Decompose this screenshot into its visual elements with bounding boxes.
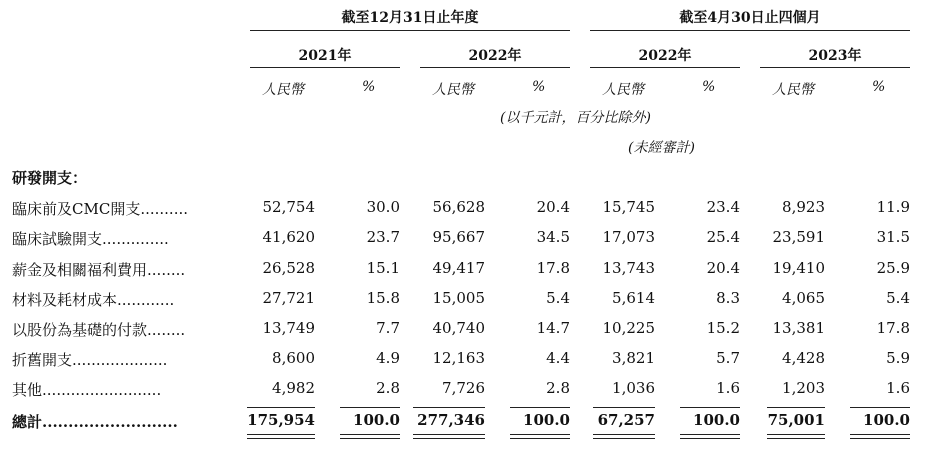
- table-cell: 11.9: [876, 198, 910, 216]
- table-cell: 15.8: [366, 289, 400, 307]
- period-header-year: 截至12月31日止年度: [341, 10, 479, 26]
- total-cell: 100.0: [523, 411, 570, 429]
- table-cell: 4,428: [782, 349, 825, 367]
- total-top-rule: [767, 407, 825, 408]
- total-double-underline: [767, 438, 825, 439]
- year-header-2021: 2021年: [298, 48, 352, 64]
- table-cell: 10,225: [602, 319, 655, 337]
- table-cell: 1,036: [612, 379, 655, 397]
- table-cell: 5.7: [716, 349, 740, 367]
- year-header-2022-4m: 2022年: [638, 48, 692, 64]
- row-label-text: 臨床試驗開支: [12, 230, 103, 248]
- total-double-underline: [413, 434, 485, 435]
- table-cell: 4.4: [546, 349, 570, 367]
- table-cell: 17.8: [536, 259, 570, 277]
- unit-pct-1: %: [362, 79, 376, 95]
- section-title: 研發開支：: [12, 169, 88, 187]
- table-cell: 7,726: [442, 379, 485, 397]
- row-leader-dots: ..............: [102, 230, 169, 248]
- row-label-text: 總計: [12, 413, 43, 431]
- table-cell: 56,628: [432, 198, 485, 216]
- total-cell: 175,954: [247, 411, 315, 429]
- table-cell: 8.3: [716, 289, 740, 307]
- year-header-2022-rule: [420, 67, 570, 68]
- table-cell: 17,073: [602, 228, 655, 246]
- total-double-underline: [247, 434, 315, 435]
- table-cell: 7.7: [376, 319, 400, 337]
- table-cell: 49,417: [432, 259, 485, 277]
- total-double-underline: [593, 434, 655, 435]
- row-label: [12, 289, 174, 310]
- year-header-2022: 2022年: [468, 48, 522, 64]
- total-double-underline: [680, 434, 740, 435]
- row-leader-dots: ..........................: [42, 413, 178, 431]
- total-double-underline: [510, 434, 570, 435]
- unit-rmb-4: 人民幣: [772, 82, 814, 98]
- table-cell: 2.8: [546, 379, 570, 397]
- row-label: [12, 349, 167, 370]
- table-cell: 4,982: [272, 379, 315, 397]
- table-cell: 26,528: [262, 259, 315, 277]
- table-cell: 34.5: [536, 228, 570, 246]
- table-cell: 15.1: [366, 259, 400, 277]
- table-cell: 20.4: [706, 259, 740, 277]
- table-cell: 13,381: [772, 319, 825, 337]
- unit-rmb-3: 人民幣: [602, 82, 644, 98]
- total-cell: 67,257: [597, 411, 655, 429]
- note-unaudited: (未經審計): [628, 140, 695, 156]
- table-cell: 12,163: [432, 349, 485, 367]
- table-cell: 4,065: [782, 289, 825, 307]
- total-top-rule: [510, 407, 570, 408]
- table-cell: 4.9: [376, 349, 400, 367]
- row-leader-dots: ..........: [140, 200, 189, 218]
- year-header-2023-4m-rule: [760, 67, 910, 68]
- year-header-2021-rule: [250, 67, 400, 68]
- table-cell: 5.9: [886, 349, 910, 367]
- total-top-rule: [413, 407, 485, 408]
- table-cell: 13,749: [262, 319, 315, 337]
- row-label-text: 材料及耗材成本: [12, 291, 118, 309]
- table-cell: 30.0: [366, 198, 400, 216]
- total-top-rule: [593, 407, 655, 408]
- total-cell: 277,346: [417, 411, 485, 429]
- table-cell: 1.6: [886, 379, 910, 397]
- table-cell: 17.8: [876, 319, 910, 337]
- row-label: [12, 198, 188, 219]
- total-top-rule: [247, 407, 315, 408]
- note-thousands: (以千元計，百分比除外): [500, 110, 651, 126]
- table-cell: 8,923: [782, 198, 825, 216]
- total-top-rule: [850, 407, 910, 408]
- row-label-text: 折舊開支: [12, 351, 73, 369]
- unit-rmb-1: 人民幣: [262, 82, 304, 98]
- total-double-underline: [680, 438, 740, 439]
- total-cell: 75,001: [767, 411, 825, 429]
- total-cell: 100.0: [353, 411, 400, 429]
- row-label: [12, 228, 169, 249]
- table-cell: 27,721: [262, 289, 315, 307]
- table-cell: 19,410: [772, 259, 825, 277]
- total-double-underline: [247, 438, 315, 439]
- total-double-underline: [767, 434, 825, 435]
- unit-pct-2: %: [532, 79, 546, 95]
- period-header-4m-rule: [590, 30, 910, 31]
- table-cell: 14.7: [536, 319, 570, 337]
- row-leader-dots: ....................: [72, 351, 168, 369]
- table-cell: 52,754: [262, 198, 315, 216]
- table-cell: 8,600: [272, 349, 315, 367]
- table-cell: 1,203: [782, 379, 825, 397]
- table-cell: 41,620: [262, 228, 315, 246]
- total-double-underline: [413, 438, 485, 439]
- year-header-2023-4m: 2023年: [808, 48, 862, 64]
- unit-rmb-2: 人民幣: [432, 82, 474, 98]
- total-double-underline: [850, 434, 910, 435]
- table-cell: 15,005: [432, 289, 485, 307]
- table-cell: 3,821: [612, 349, 655, 367]
- table-cell: 40,740: [432, 319, 485, 337]
- unit-pct-4: %: [872, 79, 886, 95]
- table-cell: 23.4: [706, 198, 740, 216]
- period-header-year-rule: [250, 30, 570, 31]
- table-cell: 15,745: [602, 198, 655, 216]
- table-cell: 31.5: [876, 228, 910, 246]
- total-double-underline: [850, 438, 910, 439]
- year-header-2022-4m-rule: [590, 67, 740, 68]
- table-cell: 5,614: [612, 289, 655, 307]
- table-cell: 23,591: [772, 228, 825, 246]
- table-cell: 2.8: [376, 379, 400, 397]
- row-label: [12, 259, 185, 280]
- total-double-underline: [593, 438, 655, 439]
- row-label: [12, 319, 185, 340]
- row-label-text: 薪金及相關福利費用: [12, 261, 148, 279]
- table-cell: 20.4: [536, 198, 570, 216]
- table-cell: 25.9: [876, 259, 910, 277]
- table-cell: 95,667: [432, 228, 485, 246]
- table-cell: 15.2: [706, 319, 740, 337]
- row-leader-dots: ........: [147, 261, 186, 279]
- row-label-text: 其他: [12, 381, 43, 399]
- row-leader-dots: ........: [147, 321, 186, 339]
- total-row-label: [12, 411, 178, 432]
- row-label-text: 以股份為基礎的付款: [12, 321, 148, 339]
- total-double-underline: [340, 434, 400, 435]
- table-cell: 5.4: [886, 289, 910, 307]
- row-label-text: 臨床前及CMC開支: [12, 200, 141, 218]
- total-cell: 100.0: [863, 411, 910, 429]
- total-cell: 100.0: [693, 411, 740, 429]
- row-leader-dots: .........................: [42, 381, 162, 399]
- table-cell: 25.4: [706, 228, 740, 246]
- total-top-rule: [680, 407, 740, 408]
- total-double-underline: [510, 438, 570, 439]
- table-cell: 5.4: [546, 289, 570, 307]
- total-top-rule: [340, 407, 400, 408]
- period-header-4m: 截至4月30日止四個月: [679, 10, 821, 26]
- row-leader-dots: ............: [117, 291, 175, 309]
- table-cell: 13,743: [602, 259, 655, 277]
- unit-pct-3: %: [702, 79, 716, 95]
- total-double-underline: [340, 438, 400, 439]
- table-cell: 23.7: [366, 228, 400, 246]
- row-label: [12, 379, 161, 400]
- table-cell: 1.6: [716, 379, 740, 397]
